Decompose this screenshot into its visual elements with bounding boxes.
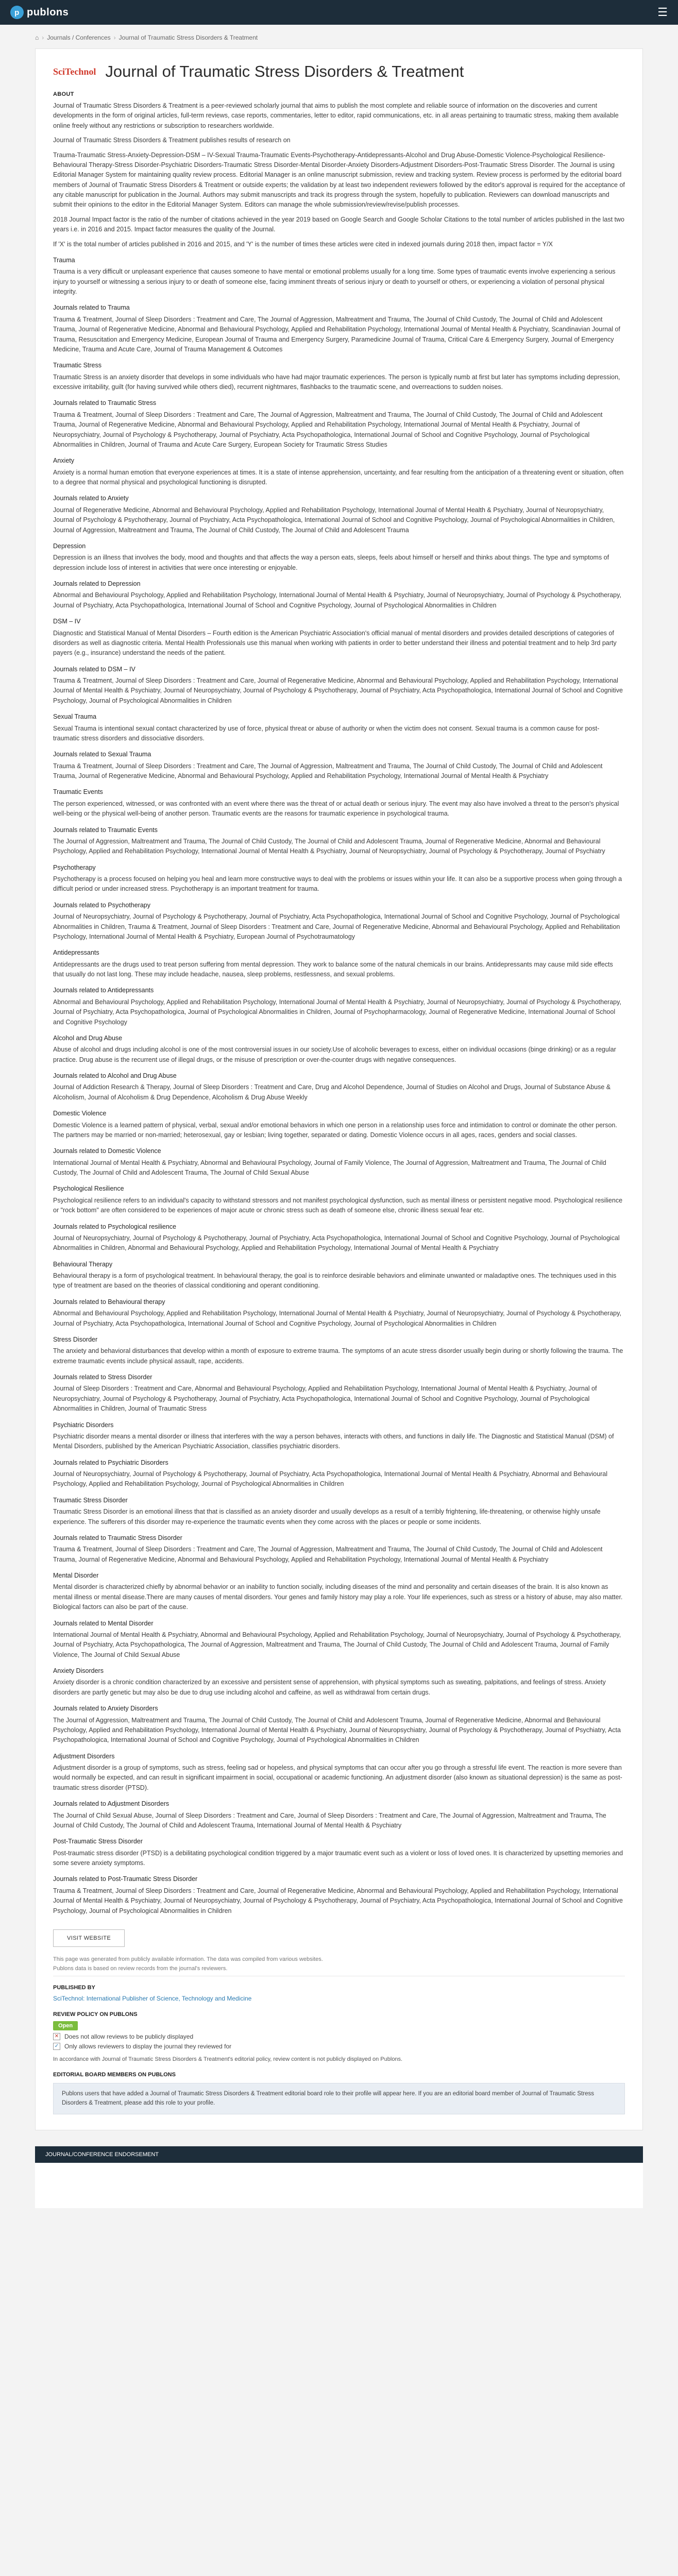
related-journals-label: Journals related to Antidepressants	[53, 987, 154, 994]
topic-section	[53, 1837, 625, 1916]
menu-icon[interactable]: ☰	[657, 6, 668, 19]
related-journals-list: Abnormal and Behavioural Psychology, Applied and Rehabilitation Psychology, International Journal of Mental Health & Psychiatry, Journal of Neuropsychiatry, Journal of Psychology & Psychotherapy, Journal of Psychiatry, Acta Psychopathologica, Journal of Psychological Abnormalities in Children, Journal of Psychopharmacology, Journal of Regenerative Medicine, International Journal of School and Cognitive Psychology	[53, 998, 621, 1026]
related-journals-list: Trauma & Treatment, Journal of Sleep Disorders : Treatment and Care, Journal of Regenerative Medicine, Abnormal and Behavioural Psychology, Applied and Rehabilitation Psychology, International Journal of Mental Health & Psychiatry, Journal of Neuropsychiatry, Journal of Psychology & Psychotherapy, Journal of Psychiatry, Acta Psychopathologica, International Journal of School and Cognitive Psychology, Journal of Psychological Abnormalities in Children	[53, 677, 623, 704]
section-heading: Domestic Violence	[53, 1110, 107, 1117]
topic-section	[53, 863, 625, 942]
related-journals-label: Journals related to Alcohol and Drug Abuse	[53, 1072, 177, 1080]
policy-row	[53, 2033, 625, 2040]
check-icon: ✓	[53, 2043, 60, 2050]
related-journals-list: Journal of Neuropsychiatry, Journal of Psychology & Psychotherapy, Journal of Psychiatry, Acta Psychopathologica, International Journal of School and Cognitive Psychology, Journal of Psychological Abnormalities in Children, Abnormal and Behavioural Psychology, Applied and Rehabilitation Psychology, International Journal of Mental Health & Psychiatry	[53, 1234, 620, 1252]
section-text: Sexual Trauma is intentional sexual contact characterized by use of force, physical threat or abuse of authority or when the victim does not consent. Sexual trauma is a common cause for post-traumatic stress disorders and dissociative disorders.	[53, 724, 600, 742]
home-icon[interactable]: ⌂	[35, 34, 39, 41]
page-content	[35, 25, 643, 2208]
related-journals-label: Journals related to Traumatic Stress	[53, 399, 157, 407]
related-journals-label: Journals related to Psychotherapy	[53, 901, 150, 909]
review-policy-label: REVIEW POLICY ON PUBLONS	[53, 2011, 138, 2018]
section-heading: Post-Traumatic Stress Disorder	[53, 1838, 143, 1845]
section-text: Post-traumatic stress disorder (PTSD) is a debilitating psychological condition triggered by a major traumatic event such as a violent or loss of loved ones. It is characterized by upsetting memories and some severe anxiety symptoms.	[53, 1849, 623, 1867]
related-journals-label: Journals related to DSM – IV	[53, 665, 135, 673]
section-heading: Trauma	[53, 256, 75, 264]
topic-section	[53, 1260, 625, 1329]
about-paragraph: Trauma-Traumatic Stress-Anxiety-Depression-DSM – IV-Sexual Trauma-Traumatic Events-Psychotherapy-Antidepressants-Alcohol and Drug Abuse-Domestic Violence-Psychological Resilience-Behavioural Therapy-Stress Disorder-Psychiatric Disorders-Traumatic Stress Disorder-Mental Disorder-Anxiety Disorders-Adjustment Disorders-Post-Traumatic Stress Disorder. The Journal is using Editorial Manager System for maintaining quality review process. Editorial Manager is an online manuscript submission, review and tracking system. Review process is performed by the editorial board members of Journal of Traumatic Stress Disorders & Treatment or outside experts; the validation by at least two independent reviewers followed by the editor's approval is required for the acceptance of any citable manuscript for publication in the Journal. Authors may submit manuscripts and track its progress through the system, hopefully to publication. Reviewers can download manuscripts and submit their opinions to the editor in the Editorial Manager System. Editors can manage the whole submission/review/revise/publish processes.	[53, 151, 625, 209]
publisher-link[interactable]	[53, 1995, 251, 2002]
related-journals-label: Journals related to Traumatic Events	[53, 826, 158, 834]
related-journals-list: Trauma & Treatment, Journal of Sleep Disorders : Treatment and Care, Journal of Regenerative Medicine, Abnormal and Behavioural Psychology, Applied and Rehabilitation Psychology, International Journal of Mental Health & Psychiatry, Journal of Neuropsychiatry, Journal of Psychology & Psychotherapy, Journal of Psychiatry, Acta Psychopathologica, International Journal of School and Cognitive Psychology, Journal of Psychological Abnormalities in Children	[53, 1887, 623, 1914]
section-text: The anxiety and behavioral disturbances that develop within a month of exposure to extreme trauma. The symptoms of an acute stress disorder usually begin during or shortly following the trauma. The extreme traumatic events include physical assault, rape, accidents.	[53, 1347, 623, 1365]
topic-section	[53, 712, 625, 781]
section-text: Behavioural therapy is a form of psychological treatment. In behavioural therapy, the goal is to reinforce desirable behaviors and eliminate unwanted or maladaptive ones. The techniques used in this type of treatment are based on the theories of classical conditioning and operant conditioning.	[53, 1272, 617, 1290]
section-heading: Anxiety	[53, 457, 74, 465]
visit-website-button[interactable]: VISIT WEBSITE	[53, 1929, 125, 1947]
footer-endorsement-bar: JOURNAL/CONFERENCE ENDORSEMENT	[35, 2146, 643, 2163]
policy-text: Only allows reviewers to display the journal they reviewed for	[64, 2042, 232, 2050]
topic-section	[53, 1335, 625, 1414]
section-text: Mental disorder is characterized chiefly by abnormal behavior or an inability to function socially, including diseases of the mind and personality and certain diseases of the brain. It is also known as mental illness or mental disease.There are many causes of mental disorders. Your genes and family history may play a role. Your life experiences, such as stress or a history of abuse, may also matter. Biological factors can also be part of the cause.	[53, 1583, 623, 1611]
journal-header	[53, 62, 625, 81]
section-text: Adjustment disorder is a group of symptoms, such as stress, feeling sad or hopeless, and physical symptoms that can occur after you go through a stressful life event. The reaction is more severe than would normally be expected, and can result in significant impairment in social, occupational or academic functioning. An adjustment disorder (also known as situational depression) is the same as post-traumatic stress disorder (PTSD).	[53, 1764, 622, 1791]
section-heading: Traumatic Stress	[53, 362, 102, 369]
section-text: Depression is an illness that involves the body, mood and thoughts and that affects the way a person eats, sleeps, feels about himself or herself and thinks about things. The type and symptoms of depression include loss of interest in activities that were once interesting or enjoyable.	[53, 554, 609, 571]
related-journals-label: Journals related to Psychiatric Disorders	[53, 1459, 168, 1466]
section-text: Psychiatric disorder means a mental disorder or illness that interferes with the way a person behaves, interacts with others, and functions in daily life. The Diagnostic and Statistical Manual (DSM) of Mental Disorders, published by the American Psychiatric Association, classifies psychiatric disorders.	[53, 1432, 614, 1450]
section-heading: Sexual Trauma	[53, 713, 97, 721]
related-journals-label: Journals related to Trauma	[53, 304, 130, 312]
publons-logo-icon: p	[10, 6, 24, 19]
related-journals-list: Journal of Regenerative Medicine, Abnormal and Behavioural Psychology, Applied and Rehabilitation Psychology, International Journal of Mental Health & Psychiatry, Journal of Neuropsychiatry, Journal of Psychology & Psychotherapy, Journal of Psychiatry, Acta Psychopathologica, International Journal of School and Cognitive Psychology, Journal of Psychological Abnormalities in Children, Journal of Aggression, Maltreatment and Trauma, The Journal of Child Custody, The Journal of Child and Adolescent Trauma	[53, 506, 615, 534]
related-journals-list: Trauma & Treatment, Journal of Sleep Disorders : Treatment and Care, The Journal of Aggression, Maltreatment and Trauma, The Journal of Child Custody, The Journal of Child and Adolescent Trauma, Journal of Regenerative Medicine, Abnormal and Behavioural Psychology, Applied and Rehabilitation Psychology, International Journal of Mental Health & Psychiatry, Scandinavian Journal of Trauma, Resuscitation and Emergency Medicine, European Journal of Trauma and Emergency Surgery, Paramedicine Journal of Trauma, Critical Care & Emergency Surgery, Journal of Emergency Medicine, Trauma and Acute Care, Journal of Trauma Management & Outcomes	[53, 315, 620, 353]
section-text: Traumatic Stress Disorder is an emotional illness that that is classified as an anxiety disorder and usually develops as a result of a terribly frightening, life-threatening, or otherwise highly unsafe experience. The sufferers of this disorder may re-experience the traumatic events when they come across with the places or people or some incidents.	[53, 1508, 601, 1526]
section-heading: Psychological Resilience	[53, 1185, 124, 1193]
related-journals-label: Journals related to Domestic Violence	[53, 1147, 161, 1155]
section-heading: DSM – IV	[53, 618, 81, 625]
review-policy-badge: Open	[53, 2021, 78, 2030]
section-heading: Anxiety Disorders	[53, 1667, 104, 1675]
related-journals-list: International Journal of Mental Health & Psychiatry, Abnormal and Behavioural Psychology, Applied and Rehabilitation Psychology, Journal of Neuropsychiatry, Journal of Psychology & Psychotherapy, Journal of Psychiatry, Acta Psychopathologica, The Journal of Aggression, Maltreatment and Trauma, The Journal of Child Custody, The Journal of Child and Adolescent Trauma, Journal of Family Violence, The Journal of Child Sexual Abuse	[53, 1631, 621, 1658]
related-journals-list: Trauma & Treatment, Journal of Sleep Disorders : Treatment and Care, The Journal of Aggression, Maltreatment and Trauma, The Journal of Child Custody, The Journal of Child and Adolescent Trauma, Journal of Regenerative Medicine, Abnormal and Behavioural Psychology, Applied and Rehabilitation Psychology, International Journal of Mental Health & Psychiatry, Journal of Neuropsychiatry, Journal of Psychology & Psychotherapy, Journal of Psychiatry, Acta Psychopathologica, International Journal of School and Cognitive Psychology, Journal of Psychological Abnormalities in Children, Journal of Trauma and Acute Care Surgery, European Society for Traumatic Stress Studies	[53, 411, 603, 448]
brand-name: publons	[27, 6, 69, 18]
journal-card	[35, 48, 643, 2130]
section-text: Psychological resilience refers to an individual's capacity to withstand stressors and not manifest psychological dysfunction, such as mental illness or persistent negative mood. Psychological resilience or "rock bottom" are often considered to be experiences of major acute or chronic stress such as death of someone else, chronic illness sexual fear etc.	[53, 1196, 623, 1214]
related-journals-list: The Journal of Aggression, Maltreatment and Trauma, The Journal of Child Custody, The Journal of Child and Adolescent Trauma, Journal of Regenerative Medicine, Abnormal and Behavioural Psychology, Applied and Rehabilitation Psychology, International Journal of Mental Health & Psychiatry, Journal of Neuropsychiatry, Journal of Psychology & Psychotherapy, Journal of Psychiatry	[53, 837, 605, 855]
related-journals-label: Journals related to Depression	[53, 580, 141, 588]
topic-section	[53, 948, 625, 1027]
related-journals-list: Abnormal and Behavioural Psychology, Applied and Rehabilitation Psychology, International Journal of Mental Health & Psychiatry, Journal of Neuropsychiatry, Journal of Psychology & Psychotherapy, Journal of Psychiatry, Acta Psychopathologica, International Journal of School and Cognitive Psychology, Journal of Psychological Abnormalities in Children	[53, 1310, 621, 1327]
journal-title: Journal of Traumatic Stress Disorders & Treatment	[105, 62, 464, 80]
breadcrumb-separator: ›	[42, 34, 44, 41]
about-paragraph: Journal of Traumatic Stress Disorders & Treatment publishes results of research on	[53, 137, 291, 144]
section-text: Abuse of alcohol and drugs including alcohol is one of the most controversial issues in our society.Use of alcoholic beverages to excess, either on individual occasions (binge drinking) or as a regular practice. Drug abuse is the recurrent use of illegal drugs, or the misuse of prescription or over-the-counter drugs with negative consequences.	[53, 1046, 616, 1063]
review-policy-note: In accordance with Journal of Traumatic Stress Disorders & Treatment's editorial policy, review content is not publicly displayed on Publons.	[53, 2056, 403, 2062]
related-journals-list: Journal of Neuropsychiatry, Journal of Psychology & Psychotherapy, Journal of Psychiatry, Acta Psychopathologica, International Journal of Mental Health & Psychiatry, Abnormal and Behavioural Psychology, Applied and Rehabilitation Psychology, Journal of Psychological Abnormalities in Children	[53, 1470, 608, 1488]
about-paragraph: Journal of Traumatic Stress Disorders & Treatment is a peer-reviewed scholarly journal that aims to publish the most complete and reliable source of information on the discoveries and current developments in the form of original articles, full-term reviews, case reports, commentaries, letter to editor, rapid communications, etc. in all areas pertaining to traumatic stress, making them available online freely without any restrictions or subscription to researchers worldwide.	[53, 102, 619, 129]
section-text: Anxiety is a normal human emotion that everyone experiences at times. It is a state of intense apprehension, uncertainty, and fear resulting from the anticipation of a threatening event or situation, often to a degree that normal physical and psychological functioning is disrupted.	[53, 468, 624, 486]
about-paragraph: 2018 Journal Impact factor is the ratio of the number of citations achieved in the year 2019 based on Google Search and Google Scholar Citations to the total number of articles published in the last two years i.e. in 2016 and 2015. Impact factor measures the quality of the Journal.	[53, 215, 624, 233]
related-journals-list: Journal of Sleep Disorders : Treatment and Care, Abnormal and Behavioural Psychology, Applied and Rehabilitation Psychology, International Journal of Mental Health & Psychiatry, Journal of Neuropsychiatry, Journal of Psychology & Psychotherapy, Journal of Psychiatry, Acta Psychopathologica, International Journal of School and Cognitive Psychology, Journal of Psychological Abnormalities in Children, Journal of Traumatic Stress	[53, 1385, 597, 1413]
related-journals-label: Journals related to Adjustment Disorders	[53, 1800, 170, 1808]
topic-section	[53, 1420, 625, 1489]
related-journals-label: Journals related to Anxiety	[53, 495, 129, 502]
related-journals-list: Trauma & Treatment, Journal of Sleep Disorders : Treatment and Care, The Journal of Aggression, Maltreatment and Trauma, The Journal of Child Custody, The Journal of Child and Adolescent Trauma, Journal of Regenerative Medicine, Abnormal and Behavioural Psychology, Applied and Rehabilitation Psychology, International Journal of Mental Health & Psychiatry	[53, 1546, 603, 1563]
publisher-label: PUBLISHED BY	[53, 1984, 95, 1991]
section-text: Anxiety disorder is a chronic condition characterized by an excessive and persistent sense of apprehension, with physical symptoms such as sweating, palpitations, and feelings of stress. Anxiety disorders are partly genetic but may also be due to drug use including alcohol and caffeine, as well as withdrawal from certain drugs.	[53, 1679, 606, 1696]
editorial-label: EDITORIAL BOARD MEMBERS ON PUBLONS	[53, 2072, 176, 2078]
topic-sections	[53, 256, 625, 1916]
section-text: The person experienced, witnessed, or was confronted with an event where there was the threat of or actual death or serious injury. The event may also have involved a threat to the person's physical well-being or the physical well-being of another person. Traumatic events are the reasons for traumatic experience in psychological trauma.	[53, 800, 619, 818]
section-heading: Mental Disorder	[53, 1572, 99, 1580]
topic-section	[53, 1109, 625, 1178]
section-heading: Depression	[53, 542, 86, 550]
section-heading: Psychiatric Disorders	[53, 1421, 114, 1429]
topic-section	[53, 1752, 625, 1831]
topic-section	[53, 1571, 625, 1660]
section-heading: Alcohol and Drug Abuse	[53, 1034, 123, 1042]
breadcrumb-journals[interactable]: Journals / Conferences	[47, 34, 111, 41]
related-journals-label: Journals related to Traumatic Stress Disorder	[53, 1534, 182, 1541]
publons-logo[interactable]	[10, 6, 69, 19]
related-journals-label: Journals related to Anxiety Disorders	[53, 1705, 158, 1713]
related-journals-label: Journals related to Sexual Trauma	[53, 751, 151, 758]
breadcrumb-separator: ›	[113, 34, 116, 41]
related-journals-list: Journal of Neuropsychiatry, Journal of Psychology & Psychotherapy, Journal of Psychiatry, Acta Psychopathologica, International Journal of School and Cognitive Psychology, Journal of Psychological Abnormalities in Children, Trauma & Treatment, Journal of Sleep Disorders : Treatment and Care, Journal of Regenerative Medicine, Abnormal and Behavioural Psychology, Applied and Rehabilitation Psychology, International Journal of Mental Health & Psychiatry, European Journal of Psychotraumatology	[53, 913, 620, 940]
publisher-name: SciTechnol: International Publisher of Science, Technology and Medicine	[53, 1994, 252, 2002]
topic-section	[53, 1184, 625, 1253]
section-heading: Adjustment Disorders	[53, 1752, 115, 1760]
topic-section	[53, 787, 625, 856]
related-journals-list: The Journal of Child Sexual Abuse, Journal of Sleep Disorders : Treatment and Care, Journal of Sleep Disorders : Treatment and Care, The Journal of Aggression, Maltreatment and Trauma, The Journal of Child Custody, The Journal of Child and Adolescent Trauma, International Journal of Mental Health & Psychiatry	[53, 1811, 606, 1829]
policy-text: Does not allow reviews to be publicly displayed	[64, 2032, 194, 2040]
section-text: Trauma is a very difficult or unpleasant experience that causes someone to have mental or emotional problems usually for a long time. Some types of traumatic events involve experiencing a serious injury to yourself or witnessing a serious injury to or death of someone else, facing imminent threats of serious injury or death to yourself or others, or experiencing a violation of personal physical integrity.	[53, 268, 616, 296]
section-heading: Psychotherapy	[53, 863, 96, 871]
related-journals-list: Abnormal and Behavioural Psychology, Applied and Rehabilitation Psychology, International Journal of Mental Health & Psychiatry, Journal of Neuropsychiatry, Journal of Psychology & Psychotherapy, Journal of Psychiatry, Acta Psychopathologica, International Journal of School and Cognitive Psychology, Journal of Psychological Abnormalities in Children	[53, 591, 621, 609]
related-journals-list: International Journal of Mental Health & Psychiatry, Abnormal and Behavioural Psychology, Journal of Family Violence, The Journal of Aggression, Maltreatment and Trauma, The Journal of Child Custody, The Journal of Child and Adolescent Trauma, The Journal of Child Sexual Abuse	[53, 1159, 606, 1177]
info-line: This page was generated from publicly available information. The data was compiled from various websites.	[53, 1956, 323, 1962]
footer	[35, 2146, 643, 2208]
section-text: Psychotherapy is a process focused on helping you heal and learn more constructive ways to deal with the problems or issues within your life. It can also be a supportive process when going through a difficult period or under increased stress. Psychotherapy is an important treatment for trauma.	[53, 875, 622, 893]
related-journals-list: Trauma & Treatment, Journal of Sleep Disorders : Treatment and Care, The Journal of Aggression, Maltreatment and Trauma, The Journal of Child Custody, The Journal of Child and Adolescent Trauma, Journal of Regenerative Medicine, Abnormal and Behavioural Psychology, Applied and Rehabilitation Psychology, International Journal of Mental Health & Psychiatry	[53, 762, 603, 780]
journal-description	[53, 90, 625, 1916]
visit-website-area	[53, 1929, 625, 1947]
about-paragraph: If 'X' is the total number of articles published in 2016 and 2015, and 'Y' is the number of times these articles were cited in indexed journals during 2018 then, impact factor = Y/X	[53, 240, 553, 248]
section-text: Domestic Violence is a learned pattern of physical, verbal, sexual and/or emotional behaviors in which one person in a relationship uses force and intimidation to control or dominate the other person. The partners may be married or non-married; heterosexual, gay or lesbian; living together, separated or dating. Domestic Violence occurs in all ages, races, genders and social classes.	[53, 1121, 617, 1139]
cross-icon: ✕	[53, 2033, 60, 2040]
top-navigation-bar	[0, 0, 678, 25]
related-journals-label: Journals related to Psychological resilience	[53, 1223, 177, 1230]
related-journals-list: Journal of Addiction Research & Therapy, Journal of Sleep Disorders : Treatment and Care, Drug and Alcohol Dependence, Journal of Studies on Alcohol and Drugs, Journal of Substance Abuse & Alcoholism, Journal of Alcoholism & Drug Dependence, Alcoholism & Drug Abuse Weekly	[53, 1083, 611, 1101]
section-heading: Traumatic Stress Disorder	[53, 1496, 128, 1504]
section-text: Diagnostic and Statistical Manual of Mental Disorders – Fourth edition is the American Psychiatric Association's official manual of mental disorders and provides detailed descriptions of categories of disorders as well as diagnostic criteria. Mental Health Professionals use this manual when working with patients in order to better understand their illness and potential treatment and to help 3rd party payers (e.g., insurance) understand the needs of the patient.	[53, 629, 617, 657]
section-heading: Antidepressants	[53, 949, 99, 957]
related-journals-label: Journals related to Post-Traumatic Stress Disorder	[53, 1875, 198, 1883]
related-journals-label: Journals related to Mental Disorder	[53, 1619, 154, 1627]
topic-section	[53, 456, 625, 535]
related-journals-list: The Journal of Aggression, Maltreatment and Trauma, The Journal of Child Custody, The Journal of Child and Adolescent Trauma, Journal of Regenerative Medicine, Abnormal and Behavioural Psychology, Applied and Rehabilitation Psychology, International Journal of Mental Health & Psychiatry, Journal of Neuropsychiatry, Journal of Psychology & Psychotherapy, Journal of Psychiatry, Acta Psychopathologica, International Journal of School and Cognitive Psychology, Journal of Psychological Abnormalities in Children	[53, 1716, 621, 1744]
topic-section	[53, 1666, 625, 1745]
editorial-info-box: Publons users that have added a Journal of Traumatic Stress Disorders & Treatment editorial board role to their profile will appear here. If you are an editorial board member of Journal of Traumatic Stress Disorders & Treatment, please add this role to your profile.	[53, 2083, 625, 2114]
journal-logo: SciTechnol	[53, 66, 96, 77]
section-heading: Stress Disorder	[53, 1335, 98, 1343]
info-line: Publons data is based on review records from the journal's reviewers.	[53, 1965, 228, 1972]
section-heading: Traumatic Events	[53, 788, 103, 796]
related-journals-label: Journals related to Stress Disorder	[53, 1374, 152, 1381]
topic-section	[53, 256, 625, 354]
breadcrumb	[35, 34, 643, 41]
related-journals-label: Journals related to Behavioural therapy	[53, 1298, 165, 1306]
topic-section	[53, 541, 625, 611]
about-label: ABOUT	[53, 91, 74, 97]
policy-row	[53, 2043, 625, 2050]
topic-section	[53, 1033, 625, 1103]
topic-section	[53, 617, 625, 706]
topic-section	[53, 361, 625, 450]
section-text: Antidepressants are the drugs used to treat person suffering from mental depression. They work to balance some of the natural chemicals in our brains. Antidepressants may cause mild side effects that usually do not last long. These may include headache, nausea, sleep problems, restlessness, and sexual problems.	[53, 960, 613, 978]
section-text: Traumatic Stress is an anxiety disorder that develops in some individuals who have had major traumatic experiences. The person is typically numb at first but later has symptoms including depression, excessive irritability, guilt (for having survived while others died), recurrent nightmares, flashbacks to the traumatic scene, and overreactions to sudden noises.	[53, 373, 620, 391]
topic-section	[53, 1496, 625, 1565]
breadcrumb-current[interactable]: Journal of Traumatic Stress Disorders & Treatment	[118, 34, 258, 41]
section-heading: Behavioural Therapy	[53, 1260, 113, 1268]
